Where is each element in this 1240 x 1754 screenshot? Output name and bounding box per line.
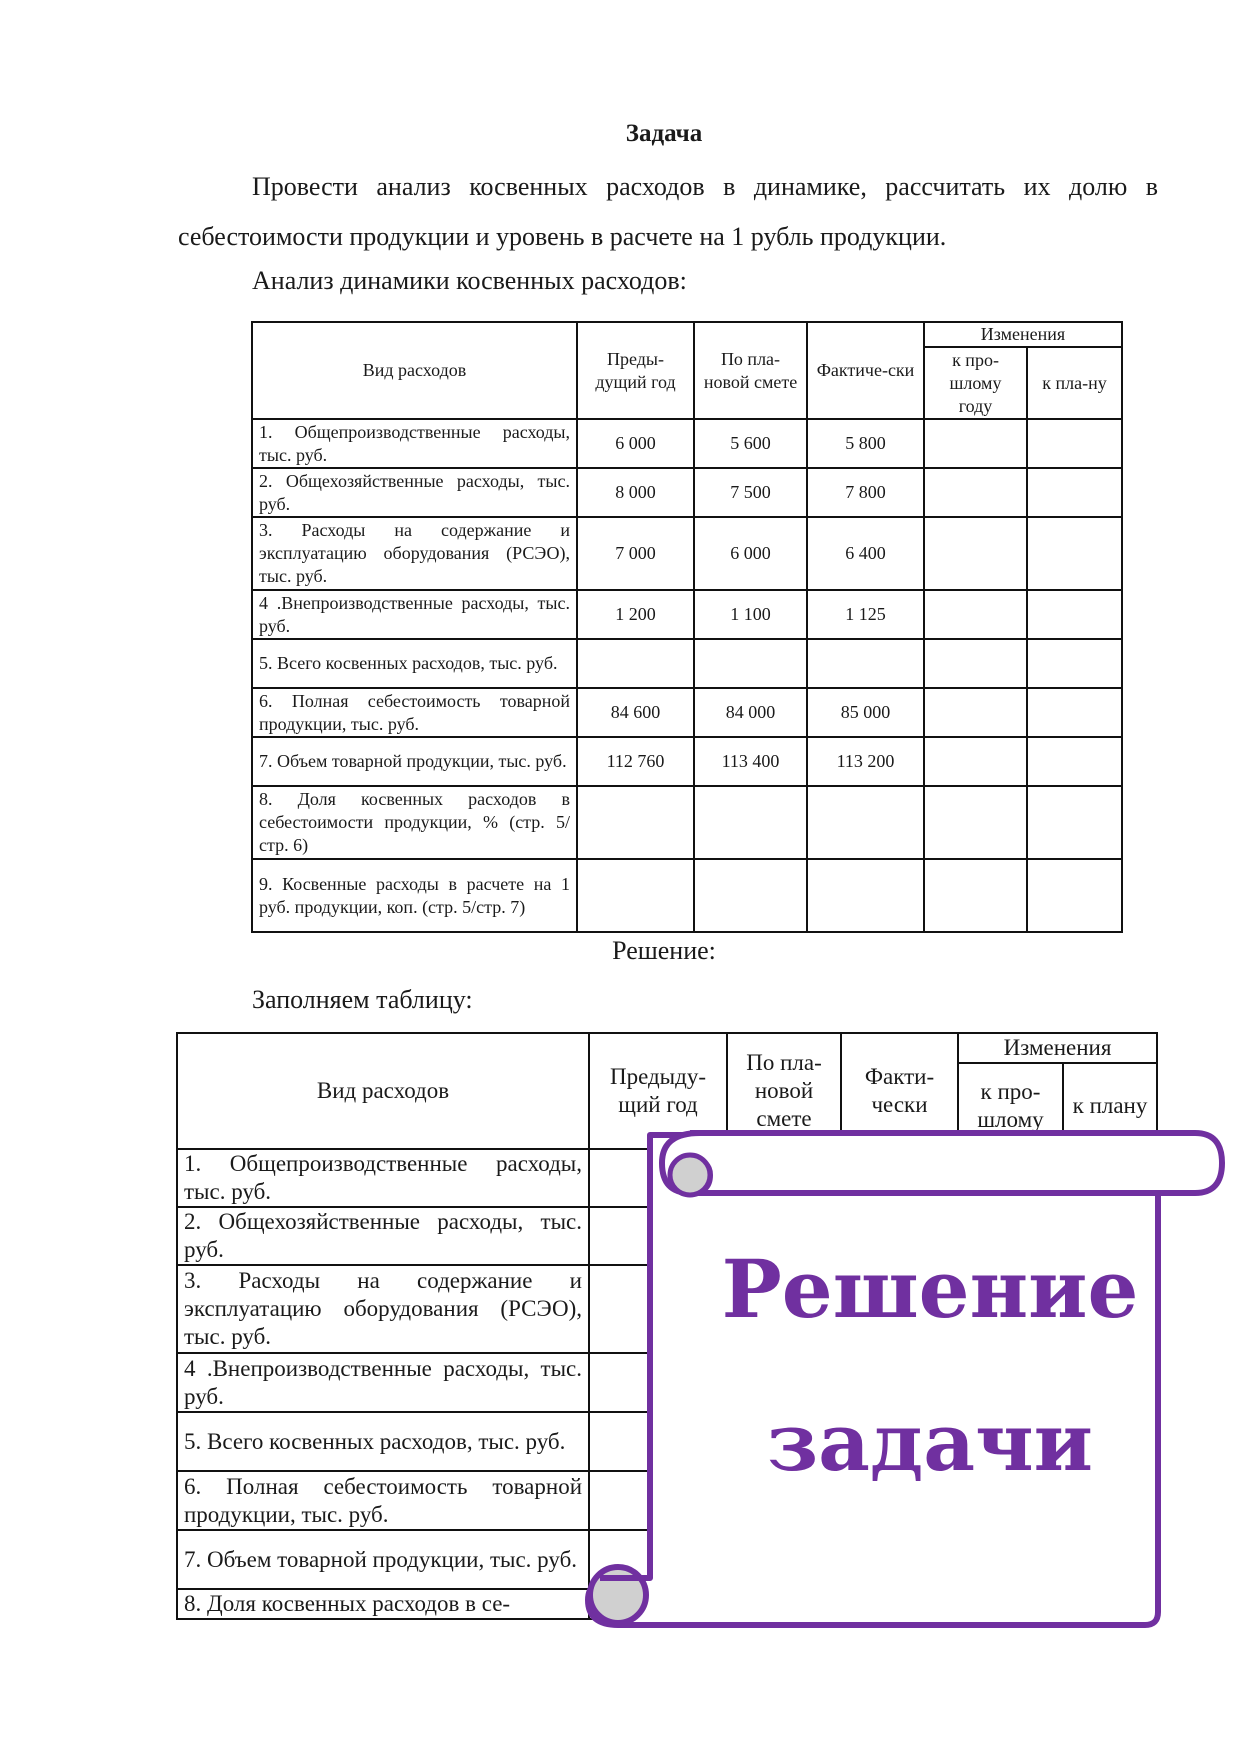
cell-fact: 85 000 <box>807 688 924 737</box>
row-name: 3. Расходы на содержание и эксплуатацию оборудования (РСЭО), тыс. руб. <box>252 517 577 590</box>
cell-plan: 113 400 <box>694 737 807 786</box>
cell-plan: 7 500 <box>694 468 807 517</box>
row-name: 5. Всего косвенных расходов, тыс. руб. <box>177 1412 589 1471</box>
header-prev-year: Предыду-щий год <box>589 1033 727 1149</box>
cell-fact: 1 125 <box>807 590 924 639</box>
solution-heading: Решение: <box>612 936 716 965</box>
row-name: 8. Доля косвенных расходов в себестоимости продукции, % (стр. 5/стр. 6) <box>252 786 577 859</box>
badge-line1: Решение <box>721 1242 1139 1336</box>
header-vs-plan: к пла-ну <box>1027 347 1122 419</box>
header-plan: По пла-новой смете <box>694 322 807 419</box>
row-name: 2. Общехозяйственные расходы, тыс. руб. <box>252 468 577 517</box>
header-fact: Фактиче-ски <box>807 322 924 419</box>
fill-table-heading: Заполняем таблицу: <box>252 985 473 1014</box>
row-name: 3. Расходы на содержание и эксплуатацию оборудования (РСЭО), тыс. руб. <box>177 1265 589 1353</box>
row-name: 7. Объем товарной продукции, тыс. руб. <box>177 1530 589 1589</box>
header-changes: Изменения <box>958 1033 1157 1063</box>
task-text: Провести анализ косвенных расходов в динамике, рассчитать их долю в себестоимости продукции и уровень в расчете на 1 рубль продукции. <box>178 172 1158 251</box>
cell-prev: 7 000 <box>577 517 694 590</box>
cell-prev: 8 000 <box>577 468 694 517</box>
row-name: 8. Доля косвенных расходов в се- <box>177 1589 589 1619</box>
row-name: 4 .Внепроизводственные расходы, тыс. руб. <box>177 1353 589 1412</box>
cell-prev: 84 600 <box>577 688 694 737</box>
row-name: 7. Объем товарной продукции, тыс. руб. <box>252 737 577 786</box>
row-name: 2. Общехозяйственные расходы, тыс. руб. <box>177 1207 589 1265</box>
header-changes: Изменения <box>924 322 1122 347</box>
cell-fact: 7 800 <box>807 468 924 517</box>
scroll-body <box>588 1135 1160 1625</box>
cell-fact: 113 200 <box>807 737 924 786</box>
row-name: 5. Всего косвенных расходов, тыс. руб. <box>252 639 577 688</box>
row-name: 4 .Внепроизводственные расходы, тыс. руб. <box>252 590 577 639</box>
header-vs-plan: к плану <box>1063 1063 1157 1149</box>
header-plan: По пла-новой смете <box>727 1033 841 1149</box>
cell-fact: 6 400 <box>807 517 924 590</box>
scroll-top-fold <box>670 1155 710 1195</box>
cell-plan: 1 100 <box>694 590 807 639</box>
badge-line2: задачи <box>767 1395 1093 1489</box>
row-name: 9. Косвенные расходы в расчете на 1 руб. продукции, коп. (стр. 5/стр. 7) <box>252 859 577 932</box>
cell-plan: 84 000 <box>694 688 807 737</box>
header-prev-year: Преды-дущий год <box>577 322 694 419</box>
row-name: 1. Общепроизводственные расходы, тыс. руб. <box>252 419 577 468</box>
cell-prev: 6 000 <box>577 419 694 468</box>
cell-plan: 5 600 <box>694 419 807 468</box>
cell-plan: 6 000 <box>694 517 807 590</box>
row-name: 1. Общепроизводственные расходы, тыс. руб. <box>177 1149 589 1207</box>
table1-heading: Анализ динамики косвенных расходов: <box>252 266 687 295</box>
cell-prev: 112 760 <box>577 737 694 786</box>
cell-fact: 5 800 <box>807 419 924 468</box>
header-type: Вид расходов <box>252 322 577 419</box>
header-vs-prev: к про-шлому <box>958 1063 1063 1149</box>
header-type: Вид расходов <box>177 1033 589 1149</box>
header-fact: Факти-чески <box>841 1033 958 1149</box>
scroll-top-roll <box>690 1133 1222 1193</box>
row-name: 6. Полная себестоимость товарной продукции, тыс. руб. <box>177 1471 589 1530</box>
cell-prev: 1 200 <box>577 590 694 639</box>
row-name: 6. Полная себестоимость товарной продукции, тыс. руб. <box>252 688 577 737</box>
task-title: Задача <box>625 120 703 147</box>
header-vs-prev: к про-шлому году <box>924 347 1027 419</box>
